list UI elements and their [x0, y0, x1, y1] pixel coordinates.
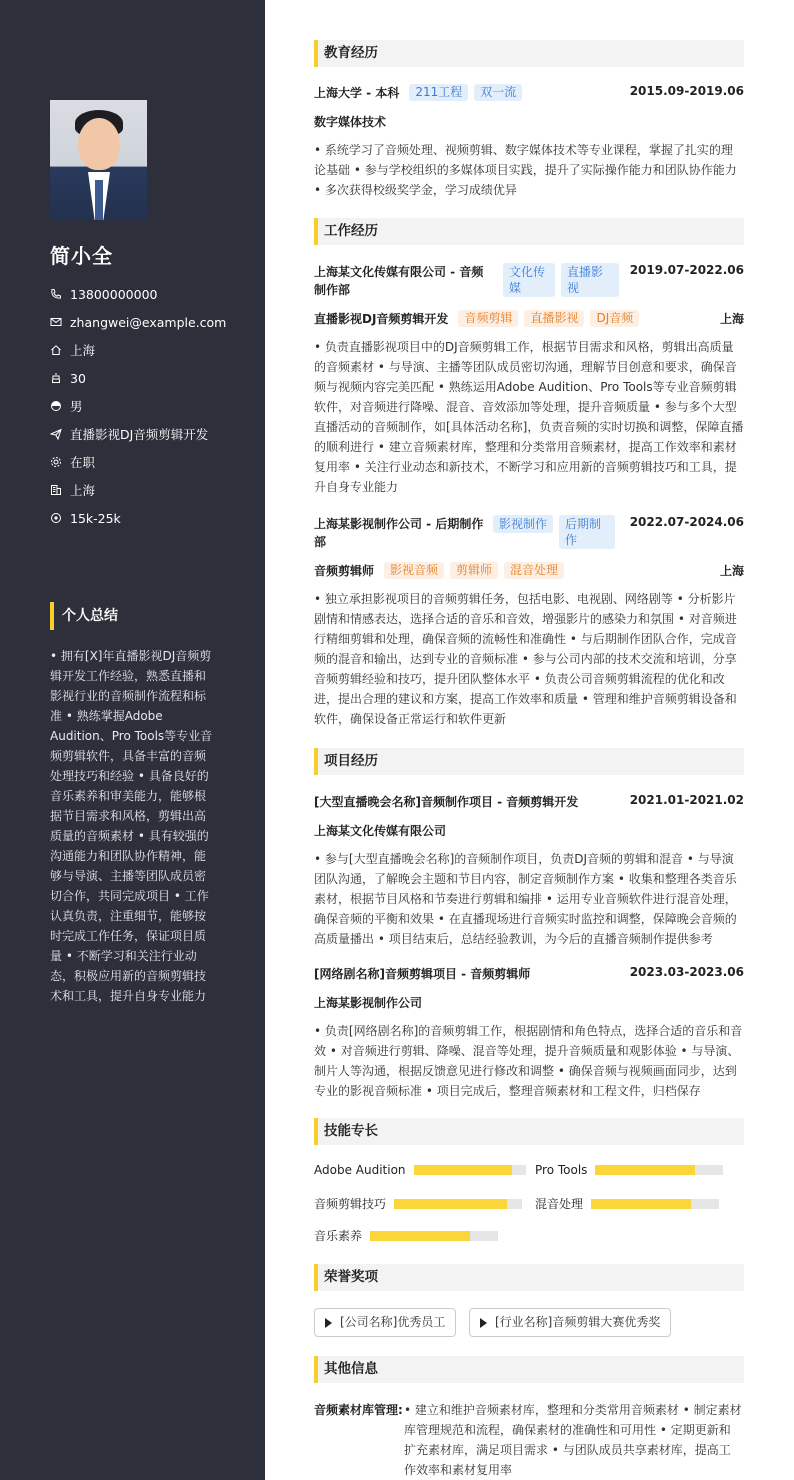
- company-name: 上海某文化传媒有限公司 - 音频制作部: [314, 265, 484, 297]
- project-entry: [314, 793, 744, 949]
- home-icon: [50, 344, 62, 356]
- mail-icon: [50, 316, 62, 328]
- skill-fill: [394, 1199, 507, 1209]
- salary-text: 15k-25k: [70, 510, 121, 526]
- work-desc: • 负责直播影视项目中的DJ音频剪辑工作，根据节目需求和风格，剪辑出高质量的音频素材 • 与导演、主播等团队成员密切沟通，理解节目创意和要求，确保音频与视频内容完美匹配 • 熟练运用Adobe Audition、Pro Tools等专业音频剪辑软件，对音频进行降噪、混音、音效添加等处理，提升音频质量 • 参与多个大型直播活动的音频制作，如[具体活动名称]，负责音频的实时切换和调整，保障直播的顺利进行 • 建立音频素材库，整理和分类常用音频素材，提高工作效率和素材复用率 • 关注行业动态和新技术，不断学习和应用新的音频剪辑技巧和工具，提升自身专业能力: [314, 340, 744, 494]
- send-icon: [50, 428, 62, 440]
- role-name: 音频剪辑师: [314, 564, 375, 578]
- skill-item: [314, 1163, 526, 1177]
- target-city-row: [50, 476, 250, 504]
- phone-row: [50, 280, 250, 308]
- award-text: [行业名称]音频剪辑大赛优秀奖: [495, 1315, 661, 1329]
- company-tag: 文化传媒: [503, 263, 555, 297]
- skill-fill: [414, 1165, 513, 1175]
- other-entry: [314, 1400, 744, 1480]
- company-tag: 直播影视: [561, 263, 619, 297]
- role-tag: 混音处理: [504, 562, 564, 579]
- other-label: 音频素材库管理:: [314, 1403, 403, 1417]
- email-text: zhangwei@example.com: [70, 314, 227, 330]
- skill-item: [535, 1163, 723, 1177]
- contact-info: [50, 280, 250, 532]
- company-tag: 影视制作: [493, 515, 553, 533]
- school-name: 上海大学 - 本科: [314, 86, 400, 100]
- settings-icon: [50, 456, 62, 468]
- role-tag: 剪辑师: [450, 562, 498, 579]
- age-row: [50, 364, 250, 392]
- money-icon: [50, 512, 62, 524]
- work-city: 上海: [719, 564, 744, 578]
- major: 数字媒体技术: [314, 115, 387, 129]
- skill-item: [535, 1195, 719, 1212]
- project-date: 2021.01-2021.02: [629, 793, 744, 807]
- project-desc: • 负责[网络剧名称]的音频剪辑工作，根据剧情和角色特点，选择合适的音乐和音效 • 对音频进行剪辑、降噪、混音等处理，提升音频质量和观影体验 • 与导演、制片人等沟通，根据反馈意见进行修改和调整 • 确保音频与视频画面同步，达到专业的影视音频标准 • 项目完成后，整理音频素材和工程文件，归档保存: [314, 1024, 743, 1098]
- work-date: 2019.07-2022.06: [629, 263, 744, 277]
- location-text: 上海: [70, 343, 96, 358]
- school-tag: 双一流: [474, 84, 522, 101]
- project-desc: • 参与[大型直播晚会名称]的音频制作项目，负责DJ音频的剪辑和混音 • 与导演团队沟通，了解晚会主题和节目内容，制定音频制作方案 • 收集和整理各类音乐素材，根据节目风格和节奏进行剪辑和编排 • 运用专业音频软件进行混音处理，确保音频的平衡和效果 • 在直播现场进行音频实时监控和调整，保障晚会音频的高质量播出 • 项目结束后，总结经验教训，为今后的直播音频制作提供参考: [314, 852, 737, 946]
- award-item: [469, 1308, 671, 1337]
- education-entry: [314, 84, 744, 200]
- work-entry: [314, 515, 744, 729]
- gender-text: 男: [70, 399, 83, 414]
- role-tag: DJ音频: [590, 310, 639, 327]
- phone-text: 13800000000: [70, 286, 158, 302]
- section-awards-title: 荣誉奖项: [314, 1264, 744, 1291]
- role-tag: 音频剪辑: [458, 310, 518, 327]
- play-icon: [480, 1318, 487, 1328]
- role-name: 直播影视DJ音频剪辑开发: [314, 312, 449, 326]
- email-row: [50, 308, 250, 336]
- section-education-title: 教育经历: [314, 40, 744, 67]
- skill-bar: [394, 1199, 522, 1209]
- role-tag: 影视音频: [384, 562, 444, 579]
- skill-name: 音乐素养: [314, 1229, 363, 1243]
- skill-item: [314, 1227, 498, 1244]
- work-entry: [314, 263, 744, 497]
- project-name: [网络剧名称]音频剪辑项目 - 音频剪辑师: [314, 967, 531, 981]
- section-projects-title: 项目经历: [314, 748, 744, 775]
- project-company: 上海某文化传媒有限公司: [314, 824, 447, 838]
- gender-row: [50, 392, 250, 420]
- location-row: [50, 336, 250, 364]
- section-skills-title: 技能专长: [314, 1118, 744, 1145]
- skill-fill: [591, 1199, 691, 1209]
- company-name: 上海某影视制作公司 - 后期制作部: [314, 517, 484, 549]
- project-company: 上海某影视制作公司: [314, 996, 423, 1010]
- section-other-title: 其他信息: [314, 1356, 744, 1383]
- role-tag: 直播影视: [524, 310, 584, 327]
- age-text: 30: [70, 370, 86, 386]
- skill-bar: [591, 1199, 719, 1209]
- target-job-row: [50, 420, 250, 448]
- education-date: 2015.09-2019.06: [629, 84, 744, 98]
- candidate-name: 简小全: [50, 244, 113, 268]
- section-work-title: 工作经历: [314, 218, 744, 245]
- skill-bar: [414, 1165, 526, 1175]
- award-item: [314, 1308, 456, 1337]
- skill-bar: [595, 1165, 723, 1175]
- skill-name: 混音处理: [535, 1197, 584, 1211]
- avatar: [50, 100, 147, 220]
- school-tag: 211工程: [409, 84, 468, 101]
- summary-text: • 拥有[X]年直播影视DJ音频剪辑开发工作经验，熟悉直播和影视行业的音频制作流程和标准 • 熟练掌握Adobe Audition、Pro Tools等专业音频剪辑软件，具备丰富的音频处理技巧和经验 • 具备良好的音乐素养和审美能力，能够根据节目需求和风格，剪辑出高质量的音频素材 • 具有较强的沟通能力和团队协作精神，能够与导演、主播等团队成员密切合作，共同完成项目 • 工作认真负责，注重细节，能够按时完成工作任务，保证项目质量 • 不断学习和关注行业动态，积极应用新的音频剪辑技术和工具，提升自身专业能力: [50, 649, 213, 1003]
- cake-icon: [50, 372, 62, 384]
- education-desc: • 系统学习了音频处理、视频剪辑、数字媒体技术等专业课程，掌握了扎实的理论基础 • 参与学校组织的多媒体项目实践，提升了实际操作能力和团队协作能力 • 多次获得校级奖学金，学习成绩优异: [314, 143, 737, 197]
- summary-title: 个人总结: [50, 602, 118, 630]
- skill-name: 音频剪辑技巧: [314, 1197, 387, 1211]
- play-icon: [325, 1318, 332, 1328]
- skill-bar: [370, 1231, 498, 1241]
- target-city-text: 上海: [70, 483, 96, 498]
- gender-icon: [50, 400, 62, 412]
- company-tag: 后期制作: [559, 515, 615, 549]
- skill-item: [314, 1195, 522, 1212]
- award-text: [公司名称]优秀员工: [340, 1315, 446, 1329]
- skill-fill: [370, 1231, 470, 1241]
- work-city: 上海: [719, 312, 744, 326]
- skill-name: Pro Tools: [535, 1163, 588, 1177]
- building-icon: [50, 484, 62, 496]
- work-date: 2022.07-2024.06: [629, 515, 744, 529]
- other-text: • 建立和维护音频素材库，整理和分类常用音频素材 • 制定素材库管理规范和流程，确保素材的准确性和可用性 • 定期更新和扩充素材库，满足项目需求 • 与团队成员共享素材库，提高工作效率和素材复用率: [404, 1403, 742, 1477]
- sidebar: [0, 0, 265, 1480]
- status-text: 在职: [70, 455, 96, 470]
- target-job-text: 直播影视DJ音频剪辑开发: [70, 427, 209, 442]
- phone-icon: [50, 288, 62, 300]
- status-row: [50, 448, 250, 476]
- skill-fill: [595, 1165, 695, 1175]
- project-name: [大型直播晚会名称]音频制作项目 - 音频剪辑开发: [314, 795, 579, 809]
- skill-name: Adobe Audition: [314, 1163, 406, 1177]
- project-date: 2023.03-2023.06: [629, 965, 744, 979]
- work-desc: • 独立承担影视项目的音频剪辑任务，包括电影、电视剧、网络剧等 • 分析影片剧情和情感表达，选择合适的音乐和音效，增强影片的感染力和氛围 • 对音频进行精细剪辑和处理，确保音频的流畅性和准确性 • 与后期制作团队合作，完成音频的混音和输出，达到专业的音频标准 • 参与公司内部的技术交流和培训，分享音频剪辑经验和技巧，提升团队整体水平 • 负责公司音频剪辑流程的优化和改进，提出合理的建议和方案，提高工作效率和质量 • 管理和维护音频剪辑设备和软件，确保设备正常运行和软件更新: [314, 592, 737, 726]
- salary-row: [50, 504, 250, 532]
- project-entry: [314, 965, 744, 1101]
